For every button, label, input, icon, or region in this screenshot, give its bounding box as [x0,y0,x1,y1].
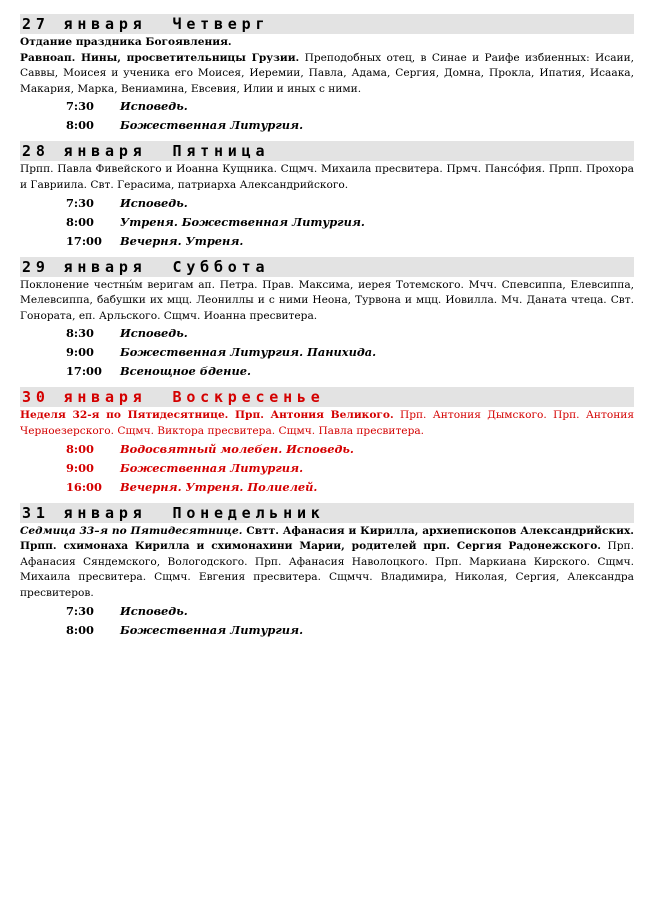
day-28-january [20,141,634,250]
service-row [20,97,634,116]
saints-line [20,35,634,51]
day-header [20,387,634,407]
saints-line [20,162,634,193]
calendar-page [20,14,634,646]
day-header [20,503,634,523]
service-name: Божественная Литургия. [120,118,304,133]
service-name: Исповедь. [120,326,188,341]
saints-line [20,524,634,602]
service-row [20,362,634,381]
service-time: 8:00 [66,441,94,456]
service-name: Исповедь. [120,195,188,210]
day-30-january [20,387,634,496]
feast-title: Отдание праздника Богоявления. [20,36,232,48]
saints-list: Прп. Афанасия Сяндемского, Вологодского. Прп. Афанасия Наволоцкого. Прп. Маркиана Кирского. Сщмч. Михаила пресвитера. Сщмч. Евгения пресвитера. Сщмчч. Владимира, Николая, Сергия, Александра пресвитеров. [20,540,634,599]
feast-title: Свтт. Афанасия и Кирилла, архиепископов Александрийских. Прпп. схимонаха Кирилла и схимонахини Марии, родителей прп. Сергия Радонежского. [20,524,634,553]
day-date: 31 января [22,503,147,522]
service-row [20,232,634,251]
service-time: 16:00 [66,479,102,494]
service-time: 9:00 [66,460,94,475]
day-27-january [20,14,634,135]
service-time: 8:00 [66,118,94,133]
service-name: Божественная Литургия. Панихида. [120,345,377,360]
day-weekday: Воскресенье [172,388,325,407]
feast-title: Равноап. Нины, просветительницы Грузии. [20,51,300,64]
service-row [20,602,634,621]
day-date: 27 января [22,15,147,33]
saints-text [20,35,634,97]
service-time: 8:00 [66,622,94,637]
service-time: 8:30 [66,326,94,341]
service-name: Божественная Литургия. [120,460,304,475]
day-29-january [20,257,634,382]
saints-list: Поклонение честны́м веригам ап. Петра. Прав. Максима, иерея Тотемского. Мчч. Спевсиппа, Елевсиппа, Мелевсиппа, бабушки их мцц. Леониллы и с ними Неона, Турвона и мцц. Иовилла. Мч. Даната чтеца. Свт. Гонората, еп. Арльского. Сщмч. Иоанна пресвитера. [20,278,634,322]
service-name: Вечерня. Утреня. [120,233,244,248]
day-date: 29 января [22,257,147,276]
service-row [20,621,634,640]
day-weekday: Понедельник [172,503,325,522]
service-row [20,459,634,478]
service-name: Божественная Литургия. [120,622,304,637]
day-weekday: Суббота [172,257,270,276]
service-time: 7:30 [66,99,94,114]
saints-list: Преподобных отец, в Синае и Раифе избиенных: Исаии, Саввы, Моисея и ученика его Моисея, Иеремии, Павла, Адама, Сергия, Домна, Прокла, Ипатия, Исаака, Макария, Марка, Вениамина, Евсевия, Илии и иных с ними. [20,51,634,95]
service-row [20,194,634,213]
saints-line [20,51,634,98]
day-header [20,141,634,161]
saints-text [20,278,634,325]
service-name: Исповедь. [120,603,188,618]
day-header [20,14,634,34]
day-31-january [20,503,634,640]
service-name: Вечерня. Утреня. Полиелей. [120,479,318,494]
service-time: 9:00 [66,345,94,360]
saints-line [20,408,634,439]
service-row [20,343,634,362]
saints-text [20,524,634,602]
day-weekday: Четверг [172,15,270,33]
saints-list: Прпп. Павла Фивейского и Иоанна Кущника. Сщмч. Михаила пресвитера. Прмч. Пансо́фия. Прпп. Прохора и Гавриила. Свт. Герасима, патриарха Александрийского. [20,163,634,191]
service-time: 7:30 [66,195,94,210]
saints-line [20,278,634,325]
week-title: Седмица 33–я по Пятидесятнице. [20,524,243,537]
day-weekday: Пятница [172,142,270,161]
day-header [20,257,634,277]
service-time: 7:30 [66,603,94,618]
service-row [20,213,634,232]
service-row [20,116,634,135]
service-time: 8:00 [66,214,94,229]
feast-title: Неделя 32-я по Пятидесятнице. Прп. Антония Великого. [20,409,394,422]
service-time: 17:00 [66,233,102,248]
saints-text [20,162,634,193]
service-row [20,324,634,343]
service-row [20,440,634,459]
service-name: Всенощное бдение. [120,364,251,379]
day-date: 30 января [22,388,147,407]
service-name: Исповедь. [120,99,188,114]
service-row [20,478,634,497]
service-name: Водосвятный молебен. Исповедь. [120,441,354,456]
saints-list: Прп. Антония Дымского. Прп. Антония Черноезерского. Сщмч. Виктора пресвитера. Сщмч. Павла пресвитера. [20,409,634,437]
saints-text [20,408,634,439]
day-date: 28 января [22,142,147,161]
service-name: Утреня. Божественная Литургия. [120,214,365,229]
service-time: 17:00 [66,364,102,379]
